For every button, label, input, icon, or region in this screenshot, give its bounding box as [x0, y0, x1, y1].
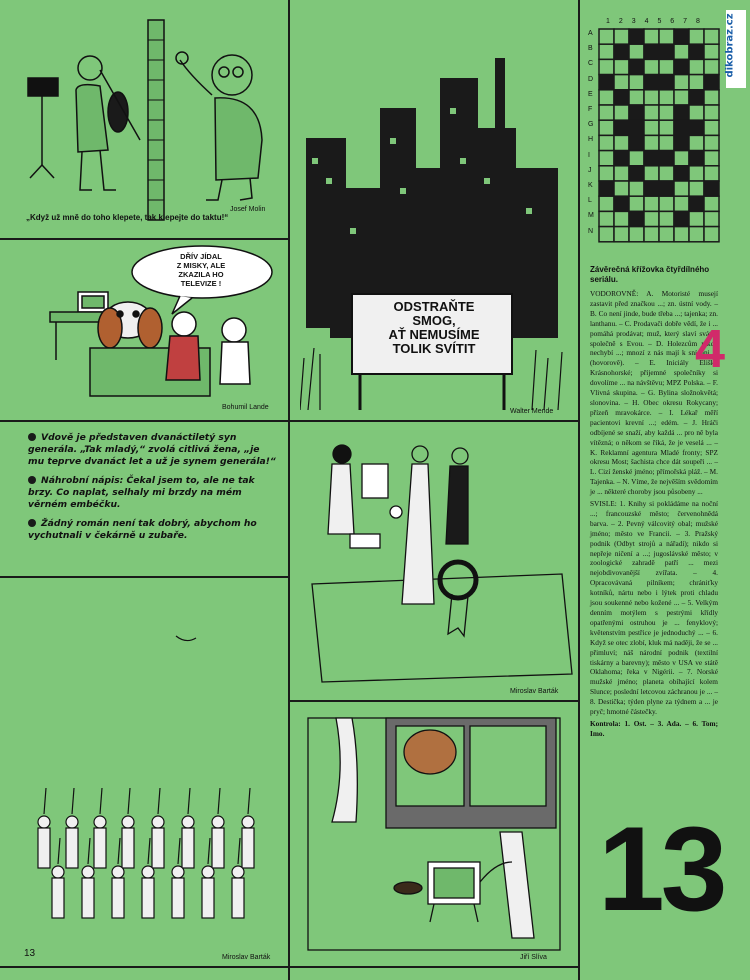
grid-cell: [674, 75, 689, 90]
grid-cell: [614, 29, 629, 44]
grid-cell: [599, 196, 614, 211]
grid-cell: [599, 105, 614, 120]
banner-line: ODSTRAŇTE: [393, 299, 475, 314]
grid-cell: [644, 211, 659, 226]
grid-cell: [659, 151, 674, 166]
grid-cell: [644, 181, 659, 196]
caption-cartoon1: „Když už mně do toho klepete, tak klepejte do taktu!“: [26, 213, 229, 222]
grid-cell: [599, 181, 614, 196]
grid-cell: [704, 29, 719, 44]
grid-cell: [614, 181, 629, 196]
grid-cell: [704, 227, 719, 242]
grid-cell: [704, 105, 719, 120]
grid-cell: [689, 120, 704, 135]
grid-cell: [689, 29, 704, 44]
grid-row-label: N: [588, 227, 594, 235]
grid-row-label: M: [588, 212, 594, 220]
grid-cell: [644, 59, 659, 74]
grid-cell: [614, 90, 629, 105]
grid-row-label: D: [588, 75, 594, 83]
grid-cell: [644, 166, 659, 181]
grid-cell: [674, 44, 689, 59]
grid-cell: [614, 44, 629, 59]
grid-cell: [689, 105, 704, 120]
grid-row-label: H: [588, 136, 594, 144]
divider: [0, 420, 580, 422]
grid-cell: [629, 196, 644, 211]
puzzle-part-number: 4: [695, 319, 726, 379]
grid-cell: [704, 75, 719, 90]
crossword-grid: [598, 28, 720, 244]
credit-cartoon5: Miroslav Barták: [222, 954, 271, 961]
grid-cell: [629, 211, 644, 226]
grid-cell: [689, 181, 704, 196]
grid-cell: [599, 90, 614, 105]
grid-cell: [674, 135, 689, 150]
grid-cell: [689, 59, 704, 74]
grid-row-label: I: [588, 151, 590, 159]
bubble-line: DŘÍV JÍDAL: [180, 252, 222, 261]
grid-cell: [674, 29, 689, 44]
grid-cell: [689, 44, 704, 59]
grid-cell: [674, 90, 689, 105]
grid-cell: [674, 211, 689, 226]
grid-row-label: G: [588, 121, 594, 129]
grid-cell: [674, 181, 689, 196]
grid-cell: [599, 75, 614, 90]
bubble-line: Z MISKY, ALE: [176, 261, 226, 270]
grid-cell: [629, 44, 644, 59]
divider: [290, 700, 580, 702]
grid-cell: [689, 135, 704, 150]
jokes-column: [28, 432, 278, 549]
grid-cell: [629, 181, 644, 196]
divider: [0, 966, 580, 968]
grid-cell: [629, 135, 644, 150]
grid-cell: [614, 211, 629, 226]
grid-cell: [629, 166, 644, 181]
bubble-line: TELEVIZE !: [180, 279, 222, 288]
grid-cell: [704, 44, 719, 59]
grid-row-label: A: [588, 30, 593, 37]
grid-cell: [659, 166, 674, 181]
grid-cell: [689, 196, 704, 211]
grid-cell: [704, 211, 719, 226]
grid-cell: [599, 166, 614, 181]
grid-cell: [644, 151, 659, 166]
clues-down: SVISLE: 1. Knihy si pokládáme na noční ...; francouzské město; červenohnědá barva. – 2. Pevný válcovitý obal; mužské jméno; město ve Francii. – 3. Pražský podnik (Odbyt strojů a nářadí); nikdo si nepřeje ničení a ...; jugoslávské město; v zoologické zahradě patří ... mezi nejobdivovanější zvířata. – 4. Opracovávaná pilníkem; chrániťky kotníků, nártu nebo i lýtek proti chladu jsou soukenné nebo kožené ... – 5. Velkým denním motýlem s pestrými křídly opatřenými ostruhou je ... fenyklový; květenstvím pestřice je jednoduchý ... – 6. Když se otec zlobí, kluk má naději, že se ... přimluví; náš národní podnik (textilní tiskárny a barevny); město v USA ve státě Oklahoma; řeka v Nigérii. – 7. Norské mužské jméno; planeta obíhající kolem Slunce; poslední letcovou záchranou je ... – 8. Destička; týden plyne za týdnem a ... je pryč; hmotné částečky.: [590, 499, 718, 717]
grid-cell: [629, 151, 644, 166]
grid-cell: [614, 120, 629, 135]
grid-cell: [674, 227, 689, 242]
credit-cartoon1: Josef Molin: [230, 206, 266, 213]
grid-cell: [674, 59, 689, 74]
puzzle-check: Kontrola: 1. Ost. – 3. Ada. – 6. Tom; Imo.: [590, 718, 718, 738]
grid-cell: [629, 59, 644, 74]
divider: [288, 0, 290, 980]
grid-cell: [674, 151, 689, 166]
grid-cell: [644, 196, 659, 211]
grid-cell: [644, 90, 659, 105]
grid-cell: [644, 29, 659, 44]
cartoon-violinist: [0, 0, 288, 238]
grid-cell: [674, 166, 689, 181]
grid-row-label: B: [588, 45, 593, 53]
grid-cell: [659, 211, 674, 226]
grid-cell: [614, 227, 629, 242]
grid-cell: [674, 105, 689, 120]
cartoon-firing-squad: [0, 578, 288, 966]
grid-cell: [599, 135, 614, 150]
banner-line: AŤ NEMUSÍME: [388, 327, 480, 342]
grid-cell: [689, 166, 704, 181]
grid-cell: [599, 211, 614, 226]
grid-cell: [659, 59, 674, 74]
grid-cell: [704, 196, 719, 211]
grid-cell: [614, 166, 629, 181]
grid-cell: [674, 120, 689, 135]
grid-cell: [644, 105, 659, 120]
banner-line: TOLIK SVÍTIT: [392, 341, 476, 356]
credit-cartoon6: Jiří Slíva: [520, 954, 547, 961]
joke-item: Vdově je představen dvanáctiletý syn generála. „Tak mladý,“ zvolá citlivá žena, „je mu teprve dvanáct let a už je synem generála!“: [28, 432, 276, 467]
grid-cell: [659, 75, 674, 90]
grid-cell: [614, 59, 629, 74]
grid-row-label: K: [588, 182, 593, 189]
grid-cell: [704, 166, 719, 181]
speech-bubble-text: [146, 252, 256, 288]
grid-row-label: F: [588, 106, 593, 113]
grid-cell: [644, 75, 659, 90]
watermark-badge: [726, 10, 746, 88]
cartoon-wedding: [292, 424, 578, 698]
grid-row-label: E: [588, 90, 593, 98]
grid-cell: [659, 120, 674, 135]
joke-item: Žádný román není tak dobrý, abychom ho vychutnali v čekárně u zubaře.: [28, 518, 257, 541]
clues-across: VODOROVNĚ: A. Motoristé musejí zastavit před značkou ...; zn. ústní vody. – B. Co není jinde, bude třeba ...; tajenka; zn. lanthanu. – C. Prodavači dobře vědí, že i ... pomáhá prodávat; muž, který slaví svátek společně s Evou. – D. Holezcům nikdy nechybí ...; mnozí z nás mají k snídani ... (hovorově). – E. Iniciály Elišky Krásnohorské; příjemné společníky si dovolíme ... na návštěvu; MPZ Polska. – F. Vlivná skupina. – G. Bylina složnokvětá; slonovina. – H. Obec okresu Rokycany; přízeň mravokárce. – I. Lékař měří pacientovi krevní ...; edém. – J. Hráči odbíjené se snaží, aby každá ... pro ně byla vítězná; o někom se říká, že je veselá ... – K. Reklamní agentura Mladé fronty; SPZ okresu Most; šachista chce dát soupeři ... – L. Cizí ženské jméno; přímořská pláž. – M. Tajenka. – N. Víme, že nejvěším svědomím je ... některé choroby jsou působeny ...: [590, 289, 718, 497]
grid-cell: [629, 227, 644, 242]
grid-cell: [689, 90, 704, 105]
grid-cell: [674, 196, 689, 211]
bullet-icon: [28, 433, 36, 441]
grid-row-label: J: [588, 166, 592, 174]
grid-cell: [629, 75, 644, 90]
grid-cell: [659, 44, 674, 59]
credit-cartoon3: Walter Mende: [510, 408, 554, 415]
grid-cell: [629, 90, 644, 105]
grid-cell: [689, 211, 704, 226]
cartoon-tv-dog: [300, 712, 568, 954]
grid-cell: [599, 44, 614, 59]
puzzle-heading: Závěrečná křížovka čtyřdílného seriálu.: [590, 265, 710, 284]
grid-cell: [599, 151, 614, 166]
grid-cell: [644, 120, 659, 135]
grid-cell: [629, 120, 644, 135]
watermark-text: dikobraz.cz: [724, 13, 736, 78]
credit-cartoon2: Bohumil Lande: [222, 404, 269, 411]
grid-column-labels: 1 2 3 4 5 6 7 8: [606, 18, 700, 25]
grid-cell: [599, 59, 614, 74]
grid-cell: [629, 105, 644, 120]
bubble-line: ZKAZILA HO: [178, 270, 224, 279]
bullet-icon: [28, 519, 36, 527]
grid-cell: [599, 120, 614, 135]
grid-cell: [704, 90, 719, 105]
grid-cell: [614, 75, 629, 90]
page-number: 13: [24, 948, 36, 959]
grid-cell: [599, 29, 614, 44]
grid-cell: [644, 135, 659, 150]
grid-cell: [659, 105, 674, 120]
grid-cell: [704, 151, 719, 166]
grid-cell: [689, 227, 704, 242]
bullet-icon: [28, 476, 36, 484]
grid-cell: [659, 29, 674, 44]
grid-cell: [629, 29, 644, 44]
grid-cell: [689, 151, 704, 166]
grid-row-label: C: [588, 60, 594, 68]
grid-row-label: L: [588, 197, 592, 205]
grid-cell: [704, 135, 719, 150]
grid-cell: [614, 105, 629, 120]
grid-cell: [644, 227, 659, 242]
credit-cartoon4: Miroslav Barták: [510, 688, 559, 695]
grid-cell: [599, 227, 614, 242]
grid-cell: [614, 135, 629, 150]
grid-cell: [704, 59, 719, 74]
grid-cell: [659, 90, 674, 105]
grid-cell: [614, 196, 629, 211]
grid-cell: [659, 227, 674, 242]
issue-number: 13: [598, 802, 724, 936]
divider: [578, 0, 580, 980]
grid-cell: [704, 120, 719, 135]
grid-cell: [644, 44, 659, 59]
grid-cell: [689, 75, 704, 90]
grid-cell: [659, 135, 674, 150]
grid-cell: [659, 196, 674, 211]
joke-item: Náhrobní nápis: Čekal jsem to, ale ne tak brzy. Co naplat, selhaly mi brzdy na mém věrném embéčku.: [28, 475, 255, 510]
grid-cell: [614, 151, 629, 166]
banner-line: SMOG,: [412, 313, 456, 328]
grid-cell: [704, 181, 719, 196]
smog-banner-text: [356, 300, 512, 356]
grid-cell: [659, 181, 674, 196]
